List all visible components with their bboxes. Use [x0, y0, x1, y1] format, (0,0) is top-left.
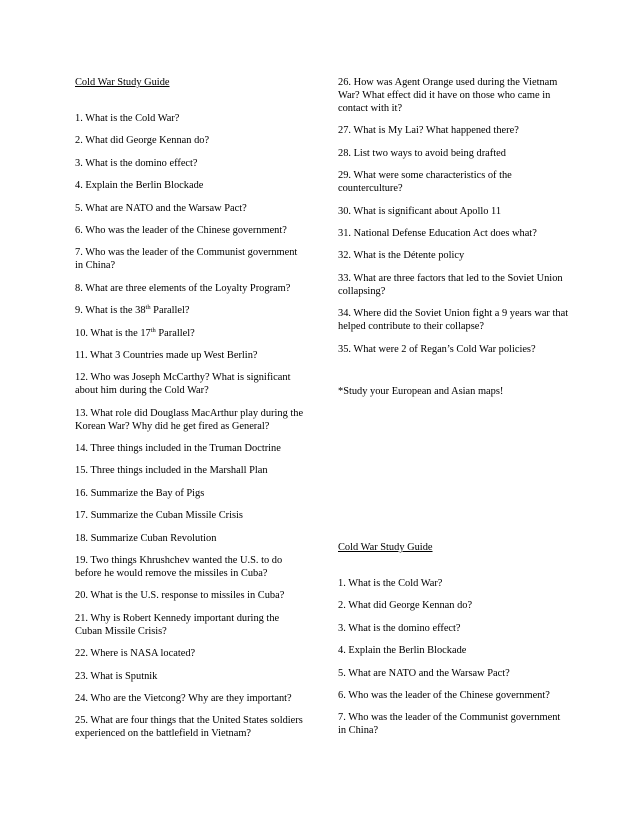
question-31: 31. National Defense Education Act does what?: [338, 227, 537, 239]
question-27: 27. What is My Lai? What happened there?: [338, 125, 519, 137]
question-28: 28. List two ways to avoid being drafted: [338, 147, 506, 159]
question-10: [75, 327, 307, 340]
repeat-title-spacer: [338, 554, 570, 577]
question-30: 30. What is significant about Apollo 11: [338, 205, 502, 217]
left-column: [75, 76, 307, 750]
question-10-text: 10. What is the 17: [75, 327, 151, 339]
question-7: 7. Who was the leader of the Communist government in China?: [75, 247, 298, 272]
question-22: 22. Where is NASA located?: [75, 648, 196, 660]
right-column-top: [338, 76, 570, 407]
question-29: 29. What were some characteristics of the counterculture?: [338, 170, 512, 195]
question-17: 17. Summarize the Cuban Missile Crisis: [75, 510, 243, 522]
maps-note: *Study your European and Asian maps!: [338, 385, 504, 397]
guide-title: Cold War Study Guide: [75, 77, 170, 88]
question-1: 1. What is the Cold War?: [75, 113, 180, 124]
question-19: 19. Two things Khrushchev wanted the U.S. to do before he would remove the missiles in Cuba?: [75, 555, 283, 580]
repeat-question-7: 7. Who was the leader of the Communist government in China?: [338, 712, 561, 737]
repeat-question-3: 3. What is the domino effect?: [338, 622, 461, 634]
question-10-suffix: Parallel?: [155, 327, 195, 339]
repeat-guide-title: Cold War Study Guide: [338, 542, 433, 553]
question-9-superscript: th: [145, 304, 151, 312]
question-24: 24. Who are the Vietcong? Why are they important?: [75, 692, 292, 704]
question-20: 20. What is the U.S. response to missiles in Cuba?: [75, 590, 285, 602]
question-12: 12. Who was Joseph McCarthy? What is significant about him during the Cold War?: [75, 372, 291, 397]
question-26: 26. How was Agent Orange used during the Vietnam War? What effect did it have on those who came in contact with it?: [338, 77, 558, 114]
question-10-superscript: th: [150, 326, 156, 334]
repeat-question-6: 6. Who was the leader of the Chinese government?: [338, 689, 550, 701]
question-34: 34. Where did the Soviet Union fight a 9 years war that helped contribute to their collapse?: [338, 308, 569, 333]
question-9: [75, 304, 307, 317]
question-11: 11. What 3 Countries made up West Berlin?: [75, 349, 258, 361]
question-33: 33. What are three factors that led to the Soviet Union collapsing?: [338, 272, 563, 297]
question-2: 2. What did George Kennan do?: [75, 135, 210, 147]
question-18: 18. Summarize Cuban Revolution: [75, 532, 217, 544]
title-spacer: [75, 89, 307, 112]
question-8: 8. What are three elements of the Loyalty Program?: [75, 282, 291, 294]
question-25: 25. What are four things that the United States soldiers experienced on the battlefield in Vietnam?: [75, 715, 303, 740]
question-16: 16. Summarize the Bay of Pigs: [75, 487, 205, 499]
question-3: 3. What is the domino effect?: [75, 157, 198, 169]
question-32: 32. What is the Détente policy: [338, 250, 465, 262]
question-14: 14. Three things included in the Truman Doctrine: [75, 443, 281, 455]
question-35: 35. What were 2 of Regan’s Cold War policies?: [338, 343, 536, 355]
question-5: 5. What are NATO and the Warsaw Pact?: [75, 202, 247, 214]
question-4: 4. Explain the Berlin Blockade: [75, 180, 204, 192]
question-6: 6. Who was the leader of the Chinese government?: [75, 224, 287, 236]
right-column-repeat: [338, 541, 570, 747]
question-9-suffix: Parallel?: [150, 305, 190, 317]
question-21: 21. Why is Robert Kennedy important during the Cuban Missile Crisis?: [75, 612, 280, 637]
question-13: 13. What role did Douglass MacArthur play during the Korean War? Why did he get fired as General?: [75, 407, 304, 432]
repeat-question-1: 1. What is the Cold War?: [338, 578, 443, 589]
question-23: 23. What is Sputnik: [75, 670, 158, 682]
repeat-question-5: 5. What are NATO and the Warsaw Pact?: [338, 667, 510, 679]
repeat-question-2: 2. What did George Kennan do?: [338, 600, 473, 612]
question-15: 15. Three things included in the Marshall Plan: [75, 465, 268, 477]
question-9-text: 9. What is the 38: [75, 305, 146, 317]
repeat-question-4: 4. Explain the Berlin Blockade: [338, 645, 467, 657]
